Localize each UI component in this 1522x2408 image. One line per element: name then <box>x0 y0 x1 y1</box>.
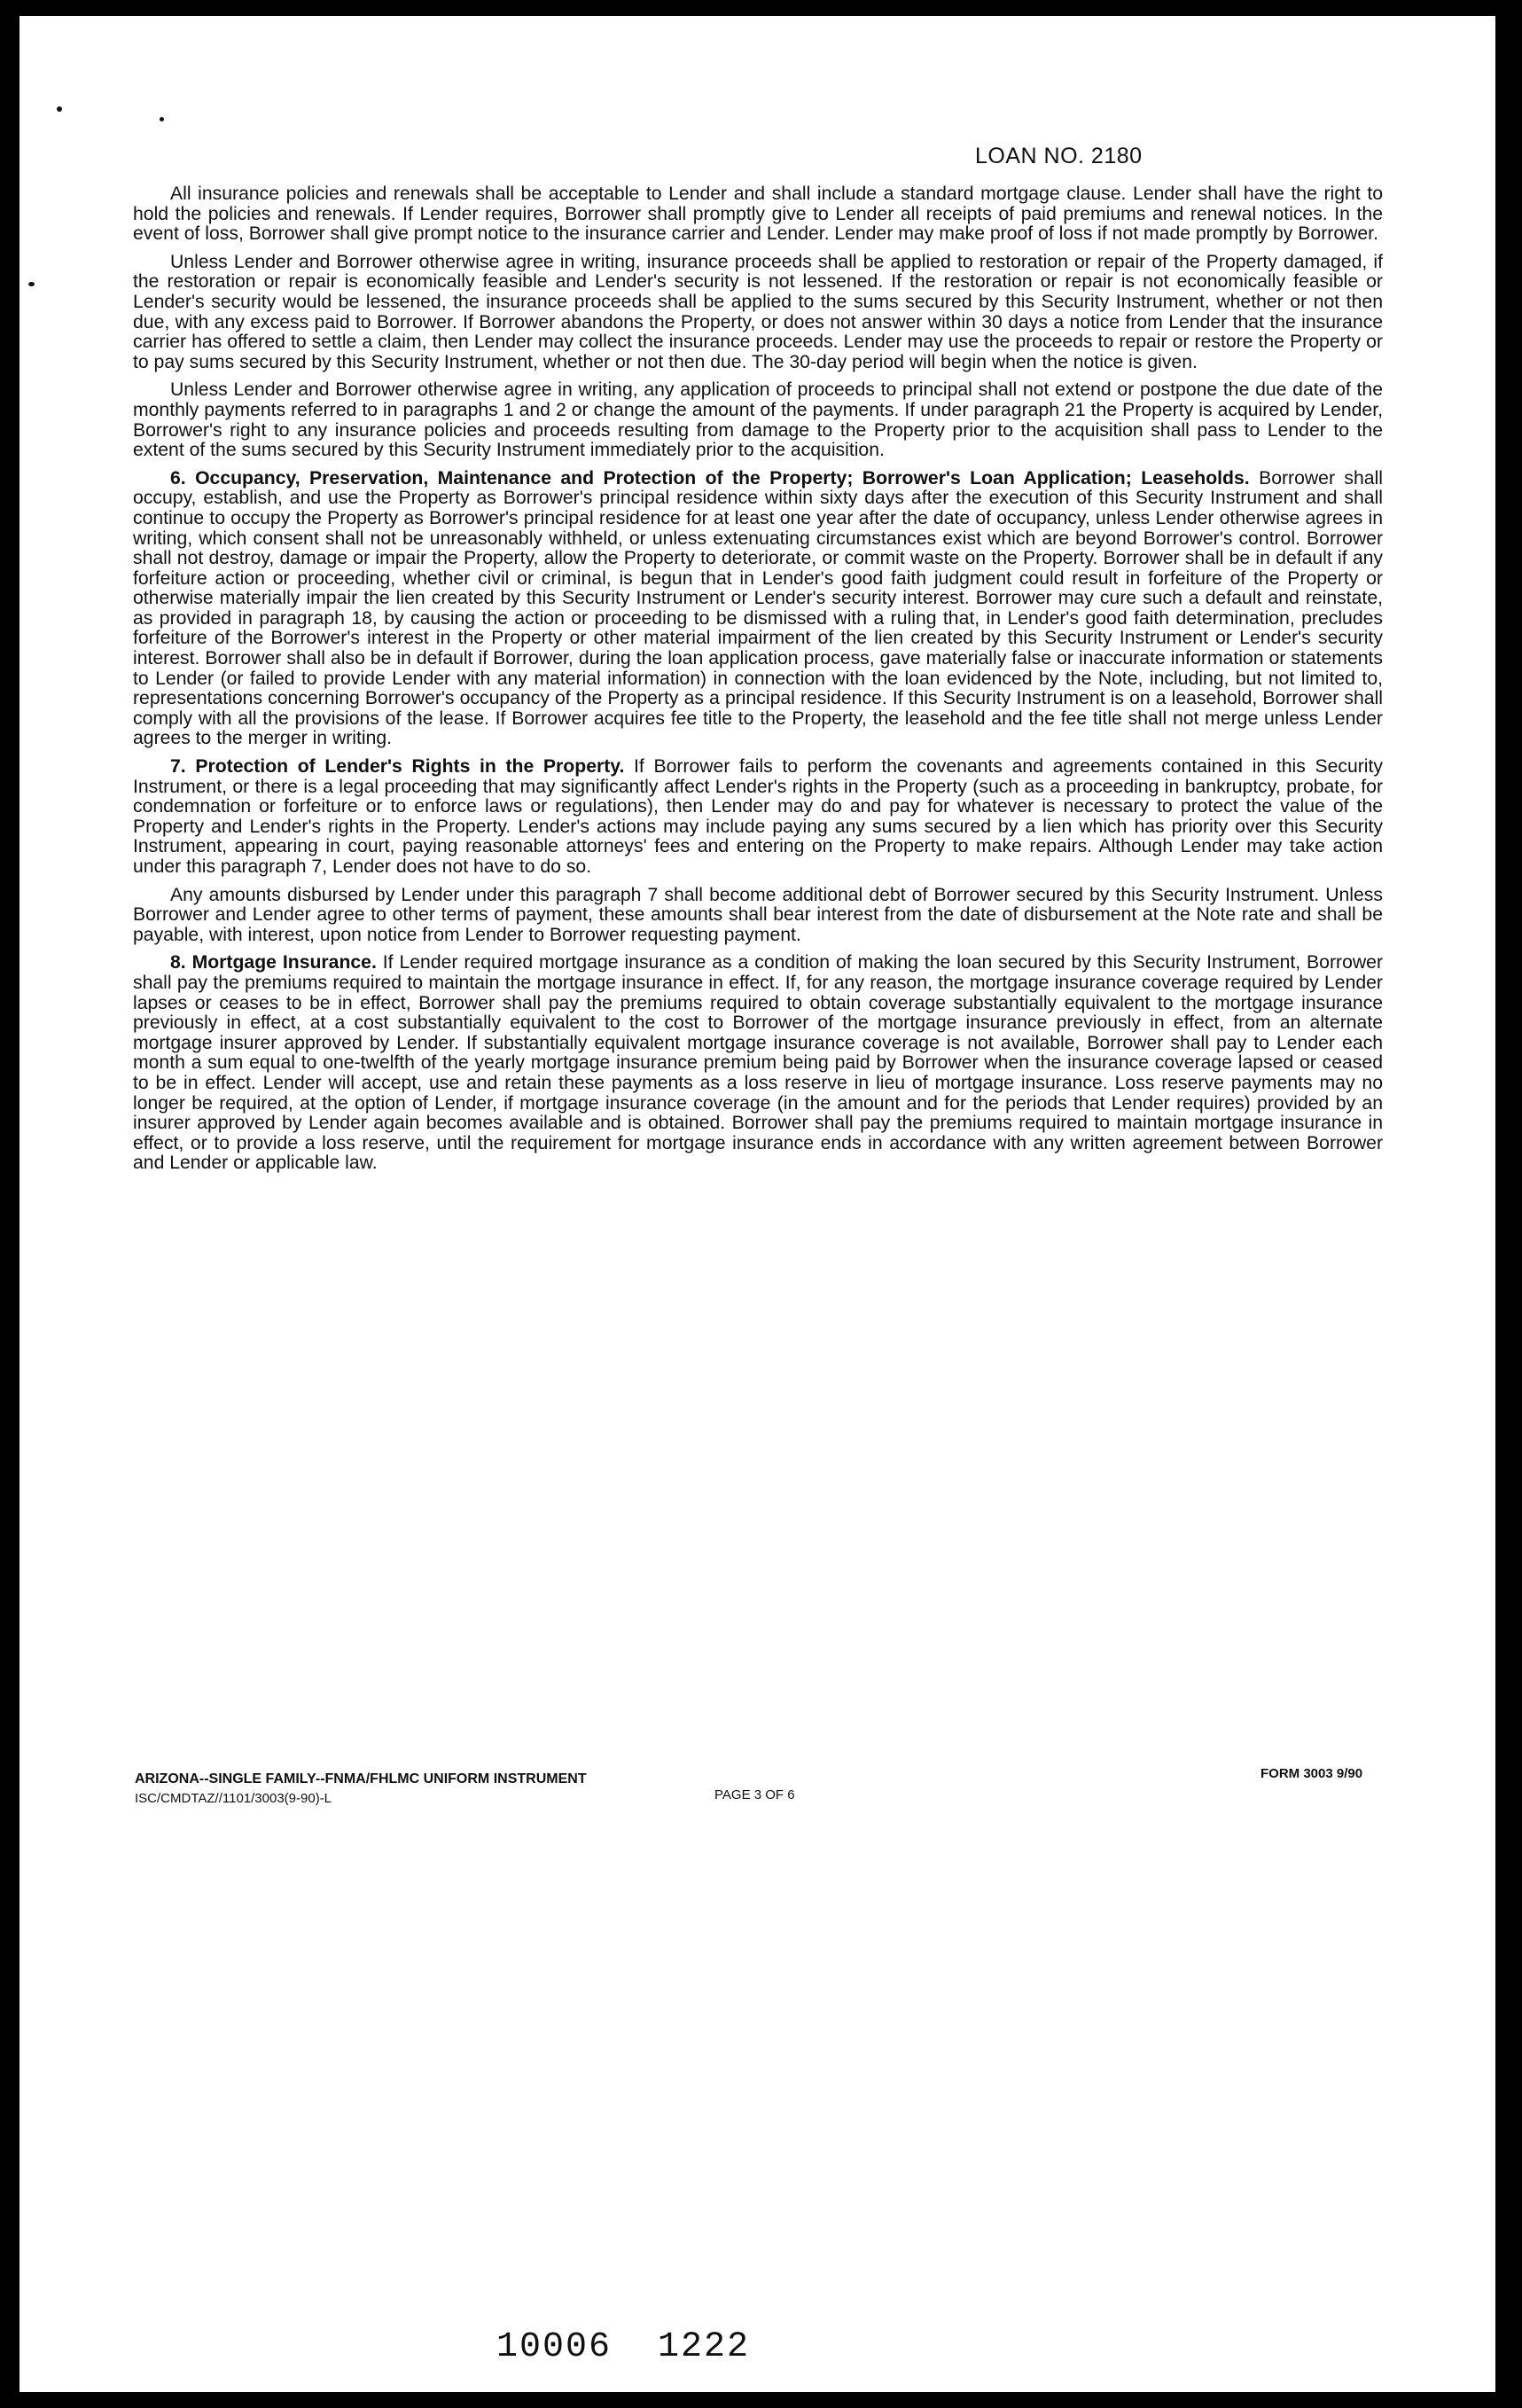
paragraph-application-of-proceeds <box>133 380 1383 460</box>
recording-stamp <box>496 2327 750 2367</box>
section-text: Borrower shall occupy, establish, and use the Property as Borrower's principal residence within sixty days after the execution of this Security Instrument and shall continue to occupy the Property as Borrower's principal residence for at least one year after the date of occupancy, unless Lender otherwise agrees in writing, which consent shall not be unreasonably withheld, or unless extenuating circumstances exist which are beyond Borrower's control. Borrower shall not destroy, damage or impair the Property, allow the Property to deteriorate, or commit waste on the Property. Borrower shall be in default if any forfeiture action or proceeding, whether civil or criminal, is begun that in Lender's good faith judgment could result in forfeiture of the Property or otherwise materially impair the lien created by this Security Instrument or Lender's security interest. Borrower may cure such a default and reinstate, as provided in paragraph 18, by causing the action or proceeding to be dismissed with a ruling that, in Lender's good faith determination, precludes forfeiture of the Borrower's interest in the Property or other material impairment of the lien created by this Security Instrument or Lender's security interest. Borrower shall also be in default if Borrower, during the loan application process, gave materially false or inaccurate information or statements to Lender (or failed to provide Lender with any material information) in connection with the loan evidenced by the Note, including, but not limited to, representations concerning Borrower's occupancy of the Property as a principal residence. If this Security Instrument is on a leasehold, Borrower shall comply with all the provisions of the lease. If Borrower acquires fee title to the Property, the leasehold and the fee title shall not merge unless Lender agrees to the merger in writing. <box>133 467 1383 749</box>
paragraph-text: All insurance policies and renewals shall be acceptable to Lender and shall include a standard mortgage clause. Lender shall have the right to hold the policies and renewals. If Lender requires, Borrower shall promptly give to Lender all receipts of paid premiums and renewal notices. In the event of loss, Borrower shall give prompt notice to the insurance carrier and Lender. Lender may make proof of loss if not made promptly by Borrower. <box>133 184 1383 245</box>
paragraph-insurance-policies <box>133 184 1383 245</box>
paragraph-insurance-proceeds <box>133 253 1383 373</box>
footer-instrument-block <box>135 1770 587 1809</box>
section-heading: 7. Protection of Lender's Rights in the Property. <box>170 756 625 778</box>
stamp-page-number: 1222 <box>658 2327 751 2367</box>
paragraph-text: Unless Lender and Borrower otherwise agree in writing, insurance proceeds shall be applied to restoration or repair of the Property damaged, if the restoration or repair is economically feasible and Lender's security is not lessened. If the restoration or repair is not economically feasible or Lender's security would be lessened, the insurance proceeds shall be applied to the sums secured by this Security Instrument, whether or not then due, with any excess paid to Borrower. If Borrower abandons the Property, or does not answer within 30 days a notice from Lender that the insurance carrier has offered to settle a claim, then Lender may collect the insurance proceeds. Lender may use the proceeds to repair or restore the Property or to pay sums secured by this Security Instrument, whether or not then due. The 30-day period will begin when the notice is given. <box>133 251 1383 372</box>
loan-number: LOAN NO. 2180 <box>975 144 1143 168</box>
paragraph-amounts-disbursed <box>133 886 1383 946</box>
section-6-occupancy <box>133 469 1383 749</box>
section-heading: 6. Occupancy, Preservation, Maintenance and Protection of the Property; Borrower's Loan Application; Leaseholds. <box>170 467 1250 489</box>
footer-page-number: PAGE 3 OF 6 <box>714 1787 795 1802</box>
footer-form-number: FORM 3003 9/90 <box>1261 1766 1363 1781</box>
footer-form-code: ISC/CMDTAZ//1101/3003(9-90)-L <box>135 1791 332 1806</box>
section-8-mortgage-insurance <box>133 953 1383 1174</box>
section-text: If Lender required mortgage insurance as a condition of making the loan secured by this Security Instrument, Borrower shall pay the premiums required to maintain the mortgage insurance in effect. If, for any reason, the mortgage insurance coverage required by Lender lapses or ceases to be in effect, Borrower shall pay the premiums required to obtain coverage substantially equivalent to the mortgage insurance previously in effect, at a cost substantially equivalent to the cost to Borrower of the mortgage insurance previously in effect, from an alternate mortgage insurer approved by Lender. If substantially equivalent mortgage insurance coverage is not available, Borrower shall pay to Lender each month a sum equal to one-twelfth of the yearly mortgage insurance premium being paid by Borrower when the insurance coverage lapsed or ceased to be in effect. Lender will accept, use and retain these payments as a loss reserve in lieu of mortgage insurance. Loss reserve payments may no longer be required, at the option of Lender, if mortgage insurance coverage (in the amount and for the periods that Lender requires) provided by an insurer approved by Lender again becomes available and is obtained. Borrower shall pay the premiums required to maintain mortgage insurance in effect, or to provide a loss reserve, until the requirement for mortgage insurance ends in accordance with any written agreement between Borrower and Lender or applicable law. <box>133 952 1383 1174</box>
scan-border-left <box>0 0 20 2408</box>
document-body <box>133 184 1383 1182</box>
paragraph-text: Any amounts disbursed by Lender under this paragraph 7 shall become additional debt of Borrower secured by this Security Instrument. Unless Borrower and Lender agree to other terms of payment, these amounts shall bear interest from the date of disbursement at the Note rate and shall be payable, with interest, upon notice from Lender to Borrower requesting payment. <box>133 884 1383 945</box>
scan-speck <box>28 282 35 286</box>
scan-border-right <box>1495 0 1522 2408</box>
section-text: If Borrower fails to perform the covenants and agreements contained in this Security Instrument, or there is a legal proceeding that may significantly affect Lender's rights in the Property (such as a proceeding in bankruptcy, probate, for condemnation or forfeiture or to enforce laws or regulations), then Lender may do and pay for whatever is necessary to protect the value of the Property and Lender's rights in the Property. Lender's actions may include paying any sums secured by a lien which has priority over this Security Instrument, appearing in court, paying reasonable attorneys' fees and entering on the Property to make repairs. Although Lender may take action under this paragraph 7, Lender does not have to do so. <box>133 756 1383 877</box>
scan-speck <box>160 117 164 121</box>
paragraph-text: Unless Lender and Borrower otherwise agree in writing, any application of proceeds to principal shall not extend or postpone the due date of the monthly payments referred to in paragraphs 1 and 2 or change the amount of the payments. If under paragraph 21 the Property is acquired by Lender, Borrower's right to any insurance policies and proceeds resulting from damage to the Property prior to the acquisition shall pass to Lender to the extent of the sums secured by this Security Instrument immediately prior to the acquisition. <box>133 379 1383 461</box>
footer-instrument-title: ARIZONA--SINGLE FAMILY--FNMA/FHLMC UNIFORM INSTRUMENT <box>135 1771 587 1786</box>
section-7-protection <box>133 757 1383 878</box>
stamp-book-number: 10006 <box>496 2327 613 2367</box>
scan-speck <box>57 106 62 112</box>
section-heading: 8. Mortgage Insurance. <box>170 952 377 973</box>
